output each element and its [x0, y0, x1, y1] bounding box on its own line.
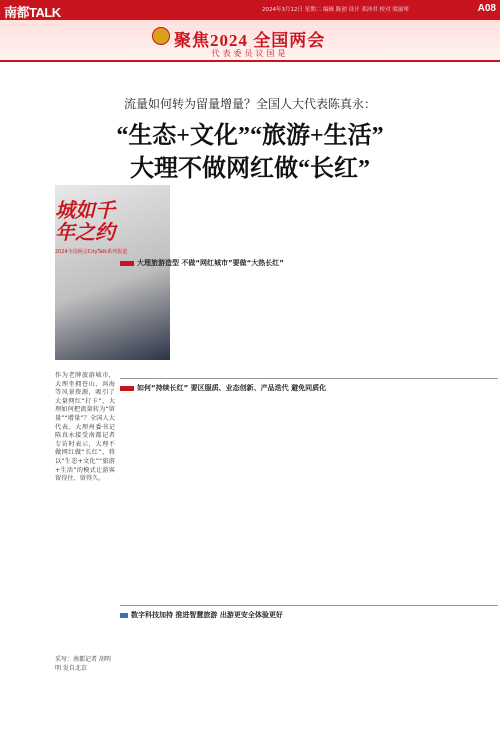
article-kicker: 流量如何转为留量增量？全国人大代表陈真永：	[123, 97, 376, 111]
article-lede: 作为老牌旅游城市，大理坐拥苍山、洱海等风景资源，吸引了大量网红“打卡”，大理如何把流量转为“留量”“增量”？全国人大代表、大理州委书记陈真永接受南都记者专访时表示，大理不做网红做“长红”，将以“生态+文化”“旅游+生活”的模式让游客留得住、留得久。	[55, 372, 115, 483]
banner-title: 聚焦2024 全国两会	[174, 31, 326, 50]
banner-subtitle: 代表委员议国是	[211, 49, 289, 58]
newspaper-logo: 南都TALK	[4, 5, 61, 20]
section-marker	[120, 613, 128, 618]
column-caption: 2024全国两会CityTalk系列报道	[55, 249, 128, 255]
national-emblem-icon	[152, 27, 170, 45]
section-heading-text: 如何“持续长红” 要区服质、业态创新、产品迭代 避免同质化	[137, 384, 327, 392]
edition-meta: 2024年3月12日 星期二 编辑 陈创 设计 邓沛君 校对 梁丽琴	[262, 7, 409, 13]
section-marker	[120, 261, 134, 266]
article-byline: 采写：南都记者 胡明明 发自北京	[55, 656, 111, 672]
section-heading-1	[120, 258, 284, 268]
column-title-calligraphy: 城如千年之约	[55, 200, 115, 244]
section-heading-text: 大理旅游造型 不做“网红城市”要做“大热长红”	[137, 259, 284, 267]
divider	[120, 378, 498, 379]
divider	[0, 60, 500, 62]
divider	[120, 605, 498, 606]
section-heading-text: 数字科技加持 推进智慧旅游 出游更安全体验更好	[131, 611, 283, 619]
page-number: A08	[477, 3, 496, 14]
article-headline-line-2: 大理不做网红做“长红”	[130, 156, 370, 182]
section-marker	[120, 386, 134, 391]
article-headline-line-1: “生态+文化”“旅游+生活”	[116, 123, 384, 149]
header-bar	[0, 0, 500, 20]
section-heading-3	[120, 610, 283, 620]
section-heading-2	[120, 383, 326, 393]
